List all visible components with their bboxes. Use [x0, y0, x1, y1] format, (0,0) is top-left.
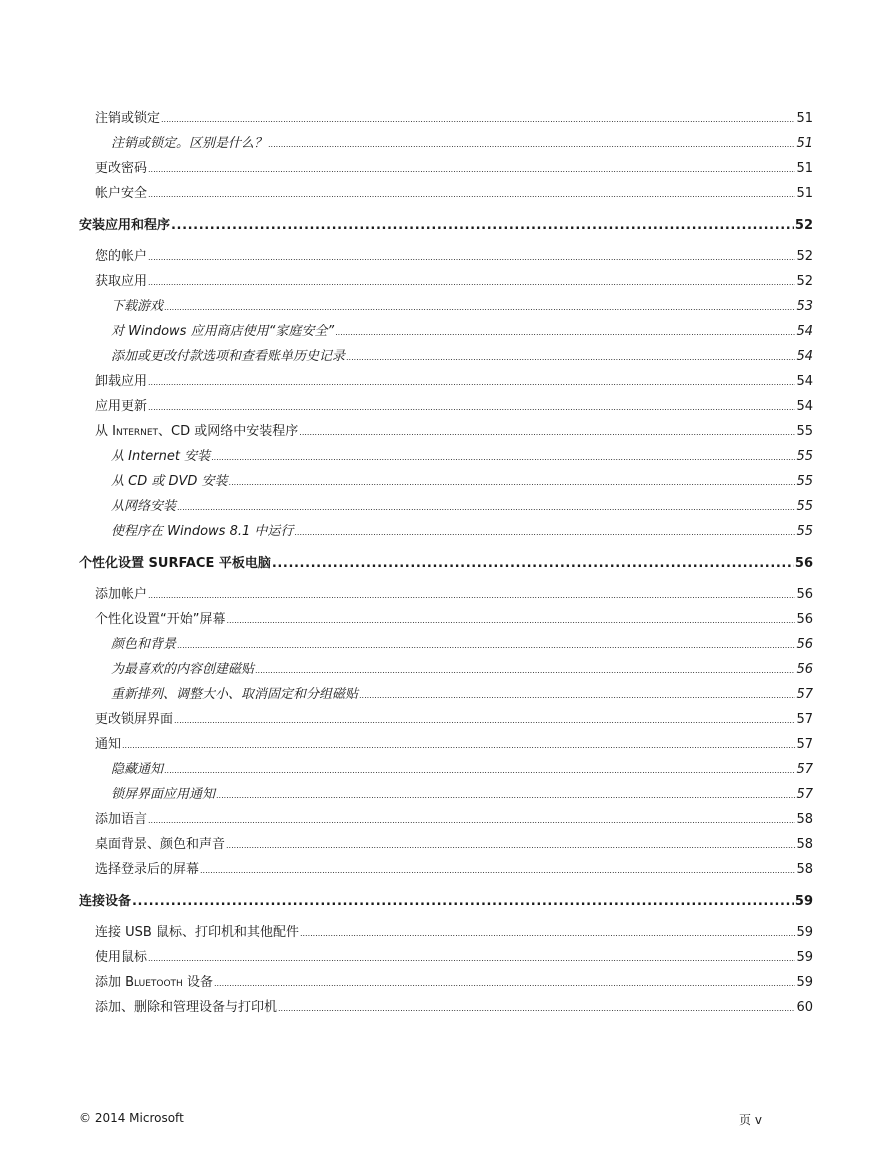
toc-entry[interactable] [79, 682, 813, 707]
dot-leader [278, 995, 795, 1021]
dot-leader [122, 732, 795, 758]
dot-leader [148, 181, 795, 207]
toc-entry[interactable] [79, 519, 813, 544]
toc-entry-title: 添加或更改付款选项和查看账单历史记录 [111, 349, 346, 364]
toc-entry-page: 52 [794, 218, 813, 233]
toc-entry[interactable] [79, 732, 813, 757]
toc-entry-page: 55 [796, 474, 813, 489]
toc-entry-title: 添加帐户 [95, 587, 148, 602]
toc-entry-title: 添加语言 [95, 812, 148, 827]
table-of-contents [79, 106, 813, 1020]
toc-entry-title: 使用鼠标 [95, 950, 148, 965]
toc-entry-title: 从网络安装 [111, 499, 177, 514]
dot-leader [211, 444, 795, 470]
dot-leader [177, 494, 795, 520]
toc-entry[interactable] [79, 244, 813, 269]
toc-entry-title: 注销或锁定。区别是什么？ [111, 136, 268, 151]
toc-entry-title: 下载游戏 [111, 299, 164, 314]
toc-entry-page: 57 [796, 762, 813, 777]
dot-leader [148, 156, 795, 182]
toc-entry-page: 55 [796, 424, 813, 439]
toc-entry[interactable] [79, 607, 813, 632]
toc-entry-page: 59 [796, 925, 813, 940]
toc-entry-title: 帐户安全 [95, 186, 148, 201]
toc-entry-page: 57 [796, 787, 813, 802]
dot-leader [148, 369, 795, 395]
dot-leader [148, 244, 795, 270]
toc-entry-title: 对 Windows 应用商店使用“家庭安全” [111, 324, 335, 339]
toc-entry-title: 重新排列、调整大小、取消固定和分组磁贴 [111, 687, 359, 702]
toc-entry[interactable] [79, 807, 813, 832]
dot-leader [177, 632, 795, 658]
toc-entry[interactable] [79, 857, 813, 882]
toc-entry-title: 桌面背景、颜色和声音 [95, 837, 226, 852]
dot-leader [226, 607, 795, 633]
toc-entry-title: 添加、删除和管理设备与打印机 [95, 1000, 278, 1015]
toc-entry-title: 连接 USB 鼠标、打印机和其他配件 [95, 925, 299, 940]
dot-leader [164, 294, 795, 320]
toc-entry[interactable] [79, 294, 813, 319]
toc-entry-page: 51 [796, 111, 813, 126]
toc-entry-title: 颜色和背景 [111, 637, 177, 652]
toc-entry-title: 卸载应用 [95, 374, 148, 389]
toc-entry-page: 56 [796, 587, 813, 602]
toc-entry-page: 51 [796, 136, 813, 151]
toc-entry[interactable] [79, 995, 813, 1020]
toc-entry-page: 58 [796, 862, 813, 877]
toc-entry-page: 54 [796, 324, 813, 339]
toc-entry[interactable] [79, 494, 813, 519]
toc-entry[interactable] [79, 657, 813, 682]
toc-entry[interactable] [79, 369, 813, 394]
toc-entry-page: 56 [794, 556, 813, 571]
toc-entry[interactable] [79, 632, 813, 657]
dot-leader [148, 582, 795, 608]
toc-entry-page: 59 [796, 950, 813, 965]
dot-leader [148, 269, 795, 295]
dot-leader [161, 106, 795, 132]
toc-entry-title: 个性化设置“开始”屏幕 [95, 612, 226, 627]
toc-entry[interactable] [79, 156, 813, 181]
dot-leader [272, 551, 794, 576]
toc-entry-page: 57 [796, 687, 813, 702]
toc-entry-page: 55 [796, 524, 813, 539]
toc-entry-title: 选择登录后的屏幕 [95, 862, 200, 877]
toc-entry-title: 获取应用 [95, 274, 148, 289]
dot-leader [174, 707, 795, 733]
dot-leader [346, 344, 795, 370]
toc-entry-title: 锁屏界面应用通知 [111, 787, 216, 802]
dot-leader [200, 857, 795, 883]
toc-entry-title: 更改锁屏界面 [95, 712, 174, 727]
toc-entry-page: 54 [796, 374, 813, 389]
dot-leader [148, 807, 795, 833]
toc-entry-page: 60 [796, 1000, 813, 1015]
dot-leader [255, 657, 795, 683]
footer-page-number: 页 v [739, 1113, 762, 1127]
toc-entry[interactable] [79, 757, 813, 782]
toc-entry[interactable] [79, 945, 813, 970]
toc-entry-page: 52 [796, 274, 813, 289]
toc-entry[interactable] [79, 707, 813, 732]
toc-entry-title: 应用更新 [95, 399, 148, 414]
toc-entry[interactable] [79, 344, 813, 369]
toc-entry[interactable] [79, 394, 813, 419]
toc-entry-page: 53 [796, 299, 813, 314]
toc-entry-title: 连接设备 [79, 894, 132, 909]
dot-leader [148, 945, 795, 971]
toc-entry-title: 更改密码 [95, 161, 148, 176]
toc-entry-page: 58 [796, 837, 813, 852]
toc-entry[interactable] [79, 920, 813, 945]
toc-entry[interactable] [79, 131, 813, 156]
toc-entry-page: 55 [796, 499, 813, 514]
toc-entry-page: 54 [796, 399, 813, 414]
toc-entry-page: 52 [796, 249, 813, 264]
toc-entry-title: 通知 [95, 737, 122, 752]
toc-entry[interactable] [79, 181, 813, 206]
toc-entry-title: 添加 Bluetooth 设备 [95, 975, 213, 990]
toc-entry-page: 55 [796, 449, 813, 464]
dot-leader [132, 889, 794, 914]
dot-leader [164, 757, 795, 783]
toc-entry-title: 注销或锁定 [95, 111, 161, 126]
toc-entry-title: 从 CD 或 DVD 安装 [111, 474, 228, 489]
toc-entry-title: 使程序在 Windows 8.1 中运行 [111, 524, 294, 539]
toc-entry[interactable] [79, 469, 813, 494]
dot-leader [359, 682, 795, 708]
toc-entry[interactable] [79, 106, 813, 131]
dot-leader [216, 782, 795, 808]
dot-leader [300, 920, 796, 946]
toc-entry-title: 从 Internet、CD 或网络中安装程序 [95, 424, 299, 439]
toc-entry-page: 57 [796, 737, 813, 752]
toc-entry-page: 56 [796, 612, 813, 627]
toc-entry[interactable] [79, 889, 813, 914]
toc-entry[interactable] [79, 319, 813, 344]
toc-entry-page: 56 [796, 637, 813, 652]
toc-entry[interactable] [79, 970, 813, 995]
toc-entry-page: 58 [796, 812, 813, 827]
toc-entry[interactable] [79, 832, 813, 857]
toc-entry-title: 为最喜欢的内容创建磁贴 [111, 662, 255, 677]
toc-entry-page: 51 [796, 161, 813, 176]
toc-entry-page: 56 [796, 662, 813, 677]
dot-leader [268, 131, 795, 157]
toc-entry-title: 从 Internet 安装 [111, 449, 211, 464]
dot-leader [226, 832, 795, 858]
dot-leader [229, 469, 796, 495]
toc-entry-page: 54 [796, 349, 813, 364]
toc-entry[interactable] [79, 782, 813, 807]
dot-leader [171, 213, 794, 238]
toc-entry[interactable] [79, 444, 813, 469]
toc-entry[interactable] [79, 551, 813, 576]
toc-entry[interactable] [79, 213, 813, 238]
toc-entry-page: 59 [796, 975, 813, 990]
dot-leader [148, 394, 795, 420]
toc-entry-title: 隐藏通知 [111, 762, 164, 777]
dot-leader [299, 419, 795, 445]
toc-entry-page: 59 [794, 894, 813, 909]
toc-entry[interactable] [79, 269, 813, 294]
toc-entry-page: 57 [796, 712, 813, 727]
toc-entry[interactable] [79, 582, 813, 607]
dot-leader [335, 319, 795, 345]
toc-entry[interactable] [79, 419, 813, 444]
toc-entry-page: 51 [796, 186, 813, 201]
dot-leader [294, 519, 795, 545]
footer-copyright: © 2014 Microsoft [79, 1111, 184, 1125]
toc-entry-title: 安装应用和程序 [79, 218, 171, 233]
toc-entry-title: 您的帐户 [95, 249, 148, 264]
dot-leader [214, 970, 795, 996]
toc-entry-title: 个性化设置 SURFACE 平板电脑 [79, 556, 271, 571]
